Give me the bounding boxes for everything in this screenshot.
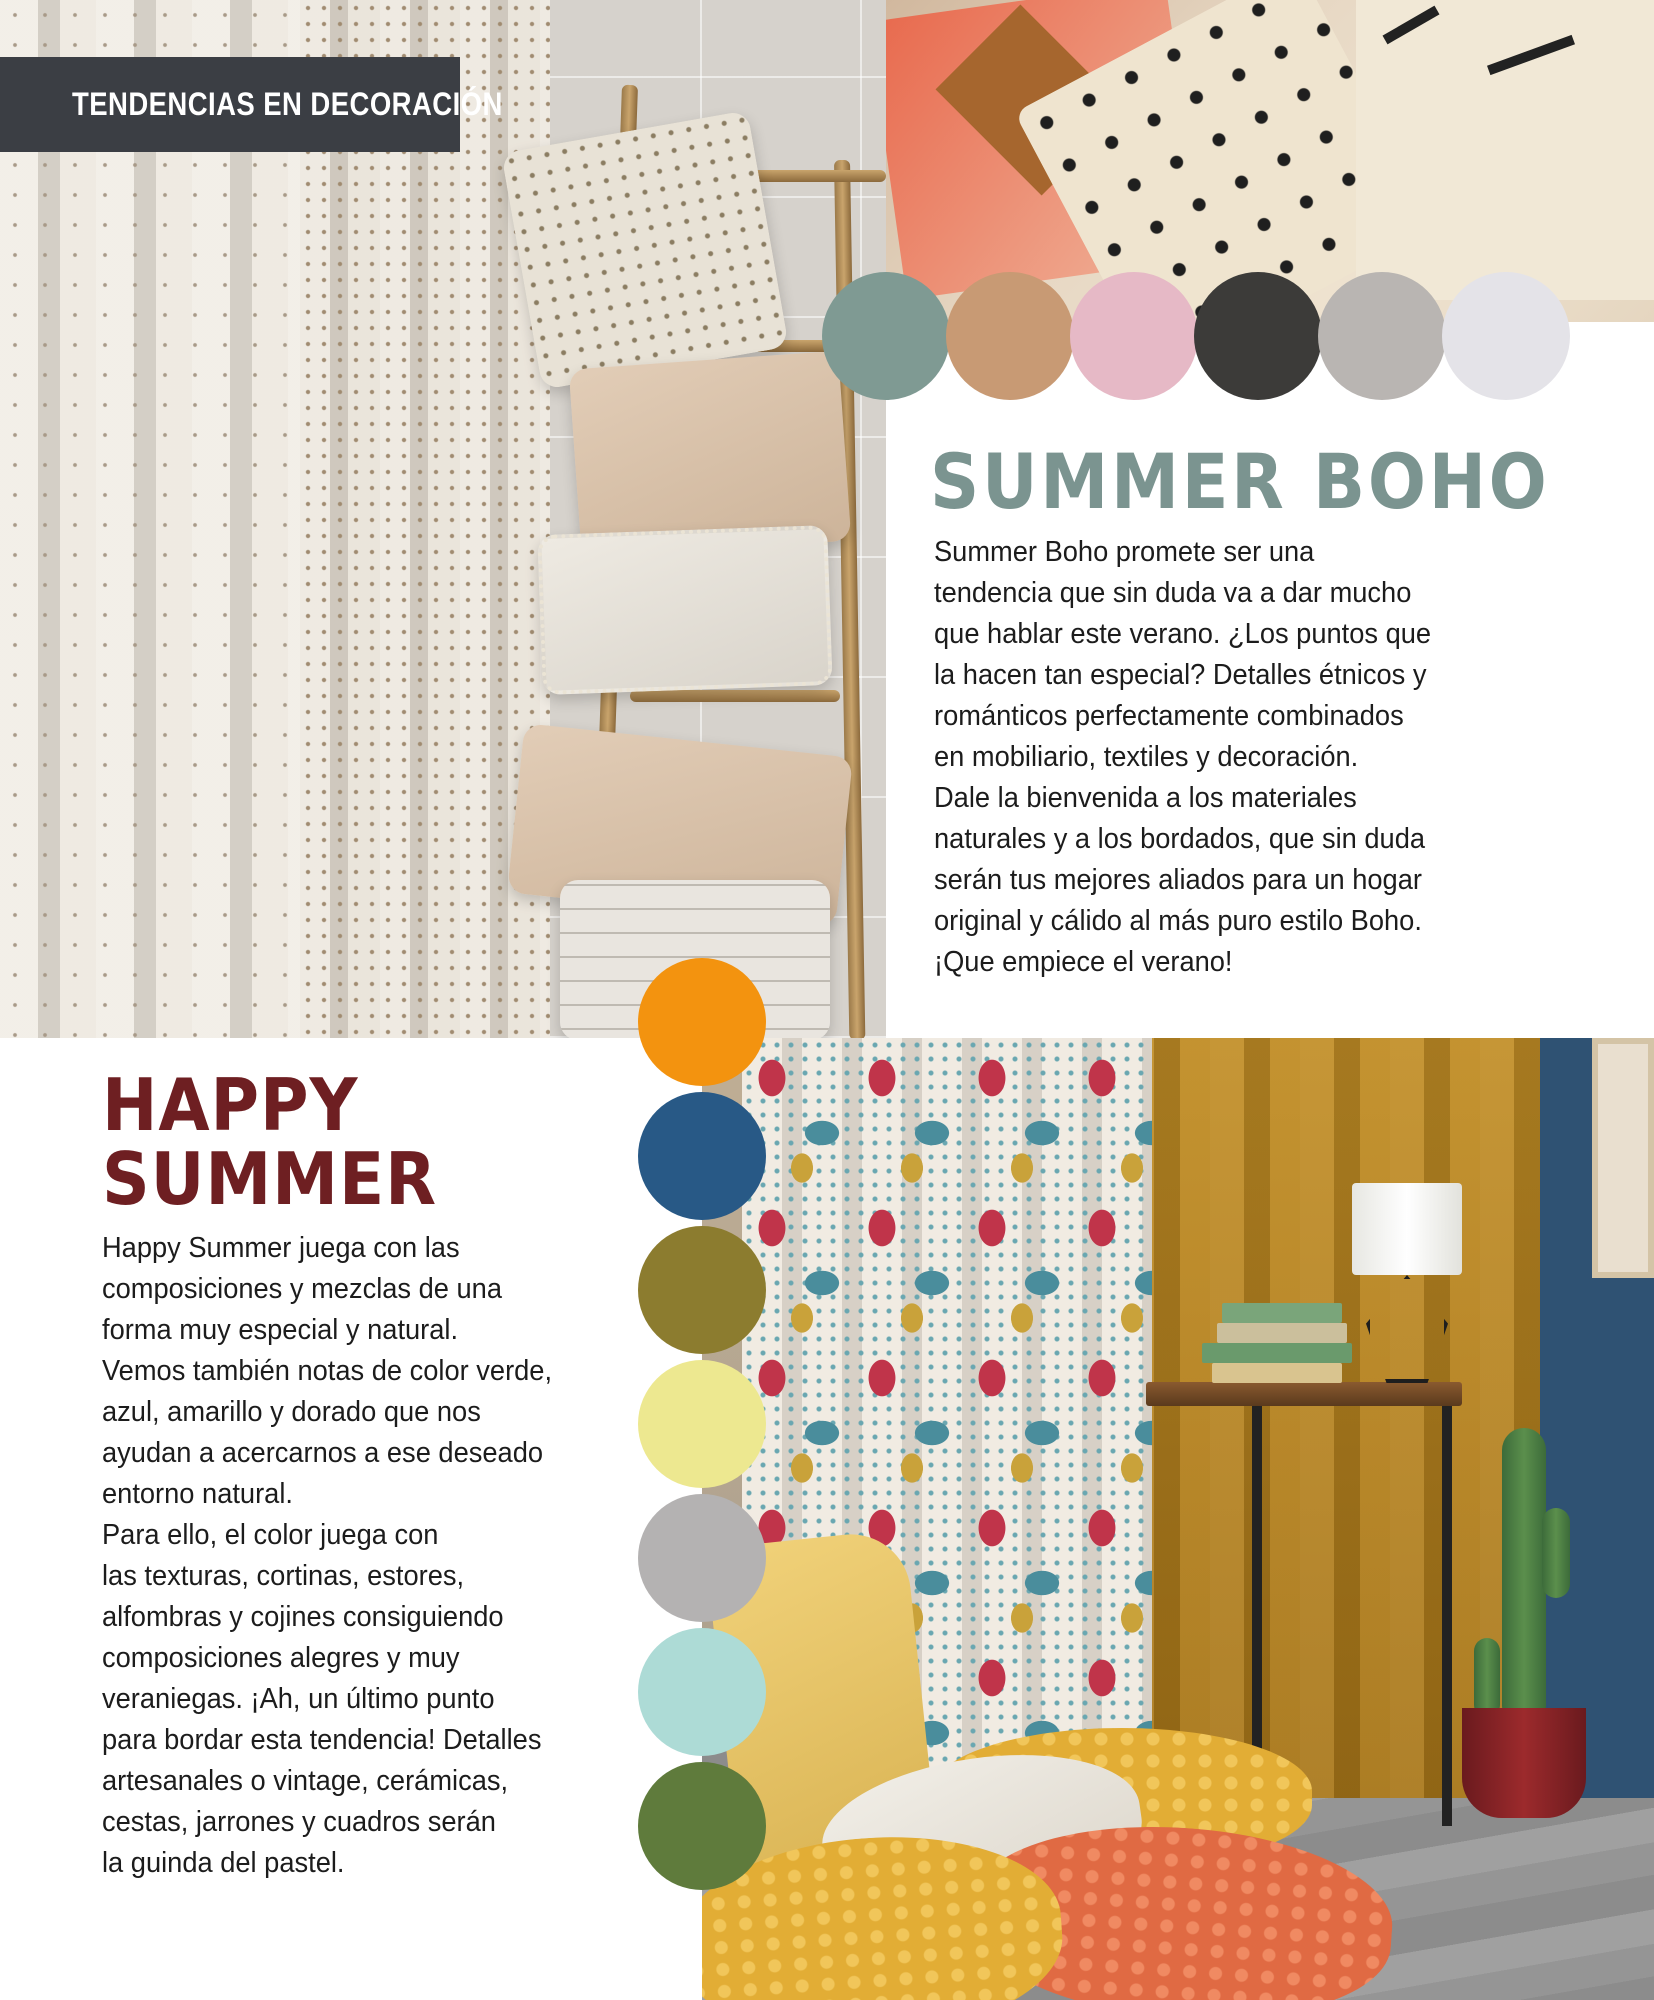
happy-summer-line: Happy Summer juega con las: [102, 1232, 460, 1264]
happy-summer-line: para bordar esta tendencia! Detalles: [102, 1724, 542, 1756]
fringed-cushion: [537, 525, 832, 695]
red-pot: [1462, 1708, 1586, 1818]
happy-summer-room-photo: [702, 1038, 1654, 2000]
section-tag-label: TENDENCIAS EN DECORACIÓN: [72, 86, 503, 122]
embroidered-face-cushion: [1356, 0, 1654, 300]
summer-boho-body: [934, 532, 1574, 983]
summer-swatch-orange: [638, 958, 766, 1086]
happy-summer-line: azul, amarillo y dorado que nos: [102, 1396, 481, 1428]
summer-swatch-blue: [638, 1092, 766, 1220]
happy-summer-line: la guinda del pastel.: [102, 1847, 345, 1879]
lamp-shade: [1352, 1183, 1462, 1275]
summer-swatch-olive: [638, 1226, 766, 1354]
summer-boho-line: ¡Que empiece el verano!: [934, 946, 1233, 978]
happy-summer-line: artesanales o vintage, cerámicas,: [102, 1765, 509, 1797]
happy-summer-line: las texturas, cortinas, estores,: [102, 1560, 465, 1592]
summer-boho-line: en mobiliario, textiles y decoración.: [934, 741, 1359, 773]
boho-swatch-charcoal: [1194, 272, 1322, 400]
boho-swatch-caramel: [946, 272, 1074, 400]
summer-boho-line: Dale la bienvenida a los materiales: [934, 782, 1357, 814]
book: [1202, 1343, 1352, 1363]
boho-swatch-sage: [822, 272, 950, 400]
summer-boho-title: SUMMER BOHO: [930, 437, 1550, 526]
summer-boho-line: que hablar este verano. ¿Los puntos que: [934, 618, 1432, 650]
cactus: [1502, 1428, 1546, 1728]
happy-summer-title: [102, 1063, 617, 1221]
summer-swatch-aqua: [638, 1628, 766, 1756]
summer-swatch-green: [638, 1762, 766, 1890]
summer-boho-line: original y cálido al más puro estilo Boho.: [934, 905, 1422, 937]
side-table-top: [1146, 1382, 1462, 1406]
summer-boho-line: naturales y a los bordados, que sin duda: [934, 823, 1426, 855]
happy-summer-line: forma muy especial y natural.: [102, 1314, 459, 1346]
happy-summer-line: entorno natural.: [102, 1478, 293, 1510]
dotted-cushion: [501, 110, 789, 390]
summer-boho-line: la hacen tan especial? Detalles étnicos y: [934, 659, 1427, 691]
summer-boho-line: tendencia que sin duda va a dar mucho: [934, 577, 1412, 609]
summer-boho-line: Summer Boho promete ser una: [934, 536, 1315, 568]
happy-summer-body: [102, 1228, 642, 1884]
wall-frame: [1592, 1038, 1654, 1278]
happy-summer-line: alfombras y cojines consiguiendo: [102, 1601, 504, 1633]
side-table-leg: [1442, 1406, 1452, 1826]
happy-summer-line: veraniegas. ¡Ah, un último punto: [102, 1683, 495, 1715]
summer-boho-line: románticos perfectamente combinados: [934, 700, 1404, 732]
happy-summer-line: composiciones y mezclas de una: [102, 1273, 503, 1305]
book: [1217, 1323, 1347, 1343]
summer-swatch-light-yellow: [638, 1360, 766, 1488]
happy-summer-line: composiciones alegres y muy: [102, 1642, 460, 1674]
summer-boho-line: serán tus mejores aliados para un hogar: [934, 864, 1422, 896]
cactus-small: [1474, 1638, 1500, 1718]
dotted-curtain: [0, 0, 300, 1038]
curtains-ladder-photo: [0, 0, 886, 1038]
summer-swatch-grey: [638, 1494, 766, 1622]
happy-summer-line: cestas, jarrones y cuadros serán: [102, 1806, 496, 1838]
book: [1212, 1363, 1342, 1383]
happy-summer-line: Vemos también notas de color verde,: [102, 1355, 553, 1387]
happy-summer-line: Para ello, el color juega con: [102, 1519, 439, 1551]
ladder-rung: [630, 690, 840, 702]
happy-summer-title-line: SUMMER: [102, 1137, 438, 1221]
boho-swatch-white: [1442, 272, 1570, 400]
happy-summer-title-line: HAPPY: [102, 1063, 359, 1147]
happy-summer-line: ayudan a acercarnos a ese deseado: [102, 1437, 544, 1469]
boho-swatch-pink: [1070, 272, 1198, 400]
boho-swatch-grey: [1318, 272, 1446, 400]
cactus-arm: [1542, 1508, 1570, 1598]
book: [1222, 1303, 1342, 1323]
section-tag: [0, 57, 503, 152]
